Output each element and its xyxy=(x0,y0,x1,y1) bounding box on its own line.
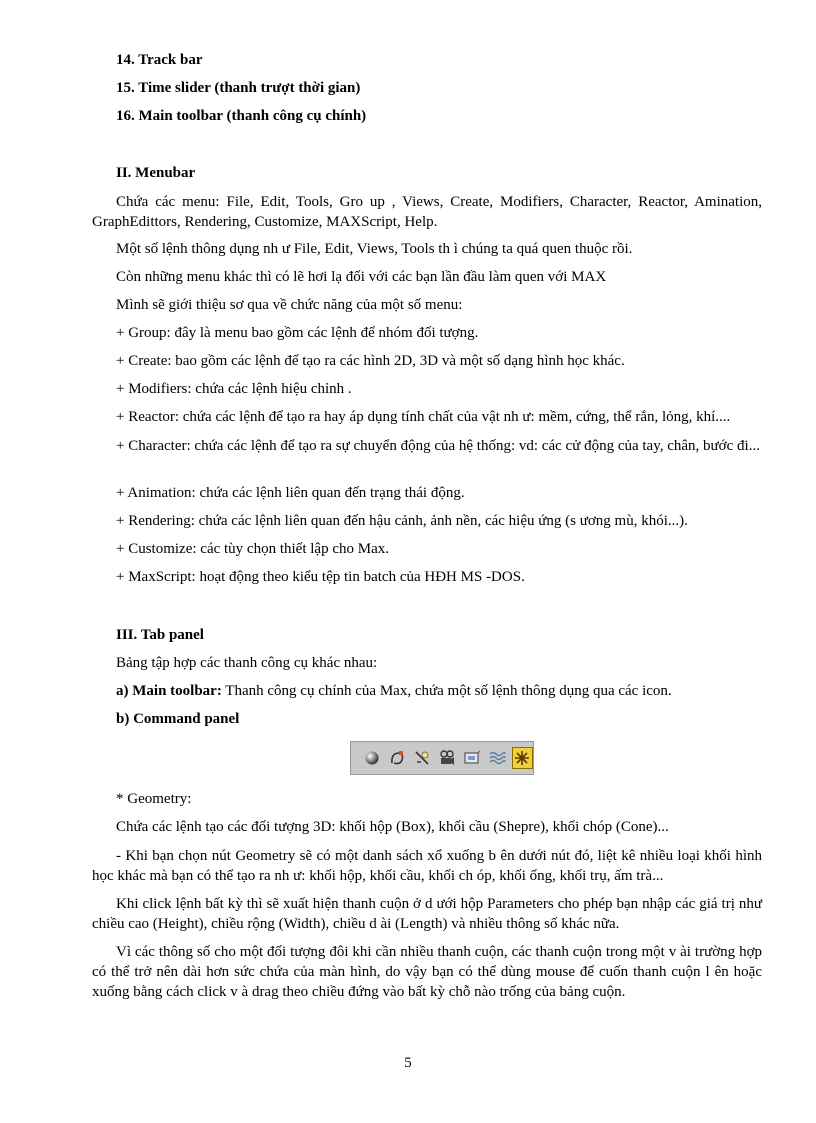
menubar-paragraph-2: Một số lệnh thông dụng nh ư File, Edit, Views, Tools th ì chúng ta quá quen thuộc rồi. xyxy=(116,241,633,257)
systems-icon xyxy=(512,747,533,769)
tabpanel-heading: III. Tab panel xyxy=(116,627,204,643)
menubar-heading: II. Menubar xyxy=(116,165,196,181)
geometry-icon xyxy=(361,747,382,769)
main-toolbar-text: Thanh công cụ chính của Max, chứa một số lệnh thông dụng qua các icon. xyxy=(221,683,672,699)
space-warps-icon xyxy=(487,747,508,769)
menubar-paragraph-4: Mình sẽ giới thiệu sơ qua về chức năng của một số menu: xyxy=(116,297,463,313)
cameras-icon xyxy=(436,747,457,769)
menu-item-maxscript: + MaxScript: hoạt động theo kiểu tệp tin batch của HĐH MS -DOS. xyxy=(116,569,525,585)
menubar-intro: Chứa các menu: File, Edit, Tools, Gro up , Views, Create, Modifiers, Character, Reactor, Amination, GraphEdittors, Rendering, Customize, MAXScript, Help. xyxy=(92,194,762,230)
geometry-label: * Geometry: xyxy=(116,791,192,807)
menu-item-modifiers: + Modifiers: chứa các lệnh hiệu chỉnh . xyxy=(116,381,352,397)
page-number: 5 xyxy=(404,1055,412,1071)
list-item-main-toolbar: 16. Main toolbar (thanh công cụ chính) xyxy=(116,108,367,124)
shapes-icon xyxy=(386,747,407,769)
command-panel-label: b) Command panel xyxy=(116,711,240,727)
menu-item-reactor: + Reactor: chứa các lệnh để tạo ra hay áp dụng tính chất của vật nh ư: mềm, cứng, thể rắn, lỏng, khí.... xyxy=(116,409,731,425)
menu-item-customize: + Customize: các tùy chọn thiết lập cho Max. xyxy=(116,541,389,557)
menubar-paragraph-3: Còn những menu khác thì có lẽ hơi lạ đối với các bạn lần đầu làm quen với MAX xyxy=(116,269,607,285)
geometry-paragraph-2: - Khi bạn chọn nút Geometry sẽ có một danh sách xổ xuống b ên dưới nút đó, liệt kê nhiều loại khối hình học khác mà bạn có thể tạo ra nh ư: khối hộp, khối cầu, khối ch óp, khối ống, khối trụ, ấm trà... xyxy=(92,848,762,884)
menu-item-rendering: + Rendering: chứa các lệnh liên quan đến hậu cảnh, ảnh nền, các hiệu ứng (s ương mù, khói...). xyxy=(116,513,688,529)
helpers-icon xyxy=(462,747,483,769)
command-panel-toolbar-image xyxy=(350,741,534,775)
geometry-paragraph-4: Vì các thông số cho một đối tượng đôi khi cần nhiều thanh cuộn, các thanh cuộn trong một v ài trường hợp có thể trở nên dài hơn sức chứa của màn hình, do vậy bạn có thể dùng mouse để cuốn thanh cuộn l ên hoặc xuống bằng cách click v à drag theo chiều đứng vào bất kỳ chỗ nào trống của bảng cuộn. xyxy=(92,944,762,1000)
main-toolbar-label: a) Main toolbar: xyxy=(116,683,222,699)
main-toolbar-description xyxy=(116,682,672,701)
menu-item-group: + Group: đây là menu bao gồm các lệnh để nhóm đối tượng. xyxy=(116,325,479,341)
lights-icon xyxy=(411,747,432,769)
tabpanel-intro: Bảng tập hợp các thanh công cụ khác nhau: xyxy=(116,655,378,671)
menu-item-animation: + Animation: chứa các lệnh liên quan đến trạng thái động. xyxy=(116,485,465,501)
geometry-paragraph-3: Khi click lệnh bất kỳ thì sẽ xuất hiện thanh cuộn ở d ưới hộp Parameters cho phép bạn nhập các giá trị như chiều cao (Height), chiều rộng (Width), chiều d ài (Length) và nhiều thông số khác nữa. xyxy=(92,896,762,932)
menu-item-character: + Character: chứa các lệnh để tạo ra sự chuyển động của hệ thống: vd: các cử động của tay, chân, bước đi... xyxy=(116,438,760,454)
geometry-paragraph-1: Chứa các lệnh tạo các đối tượng 3D: khối hộp (Box), khối cầu (Shepre), khối chóp (Cone)... xyxy=(116,819,669,835)
list-item-time-slider: 15. Time slider (thanh trượt thời gian) xyxy=(116,80,361,96)
list-item-track-bar: 14. Track bar xyxy=(116,52,203,68)
menu-item-create: + Create: bao gồm các lệnh để tạo ra các hình 2D, 3D và một số dạng hình học khác. xyxy=(116,353,625,369)
